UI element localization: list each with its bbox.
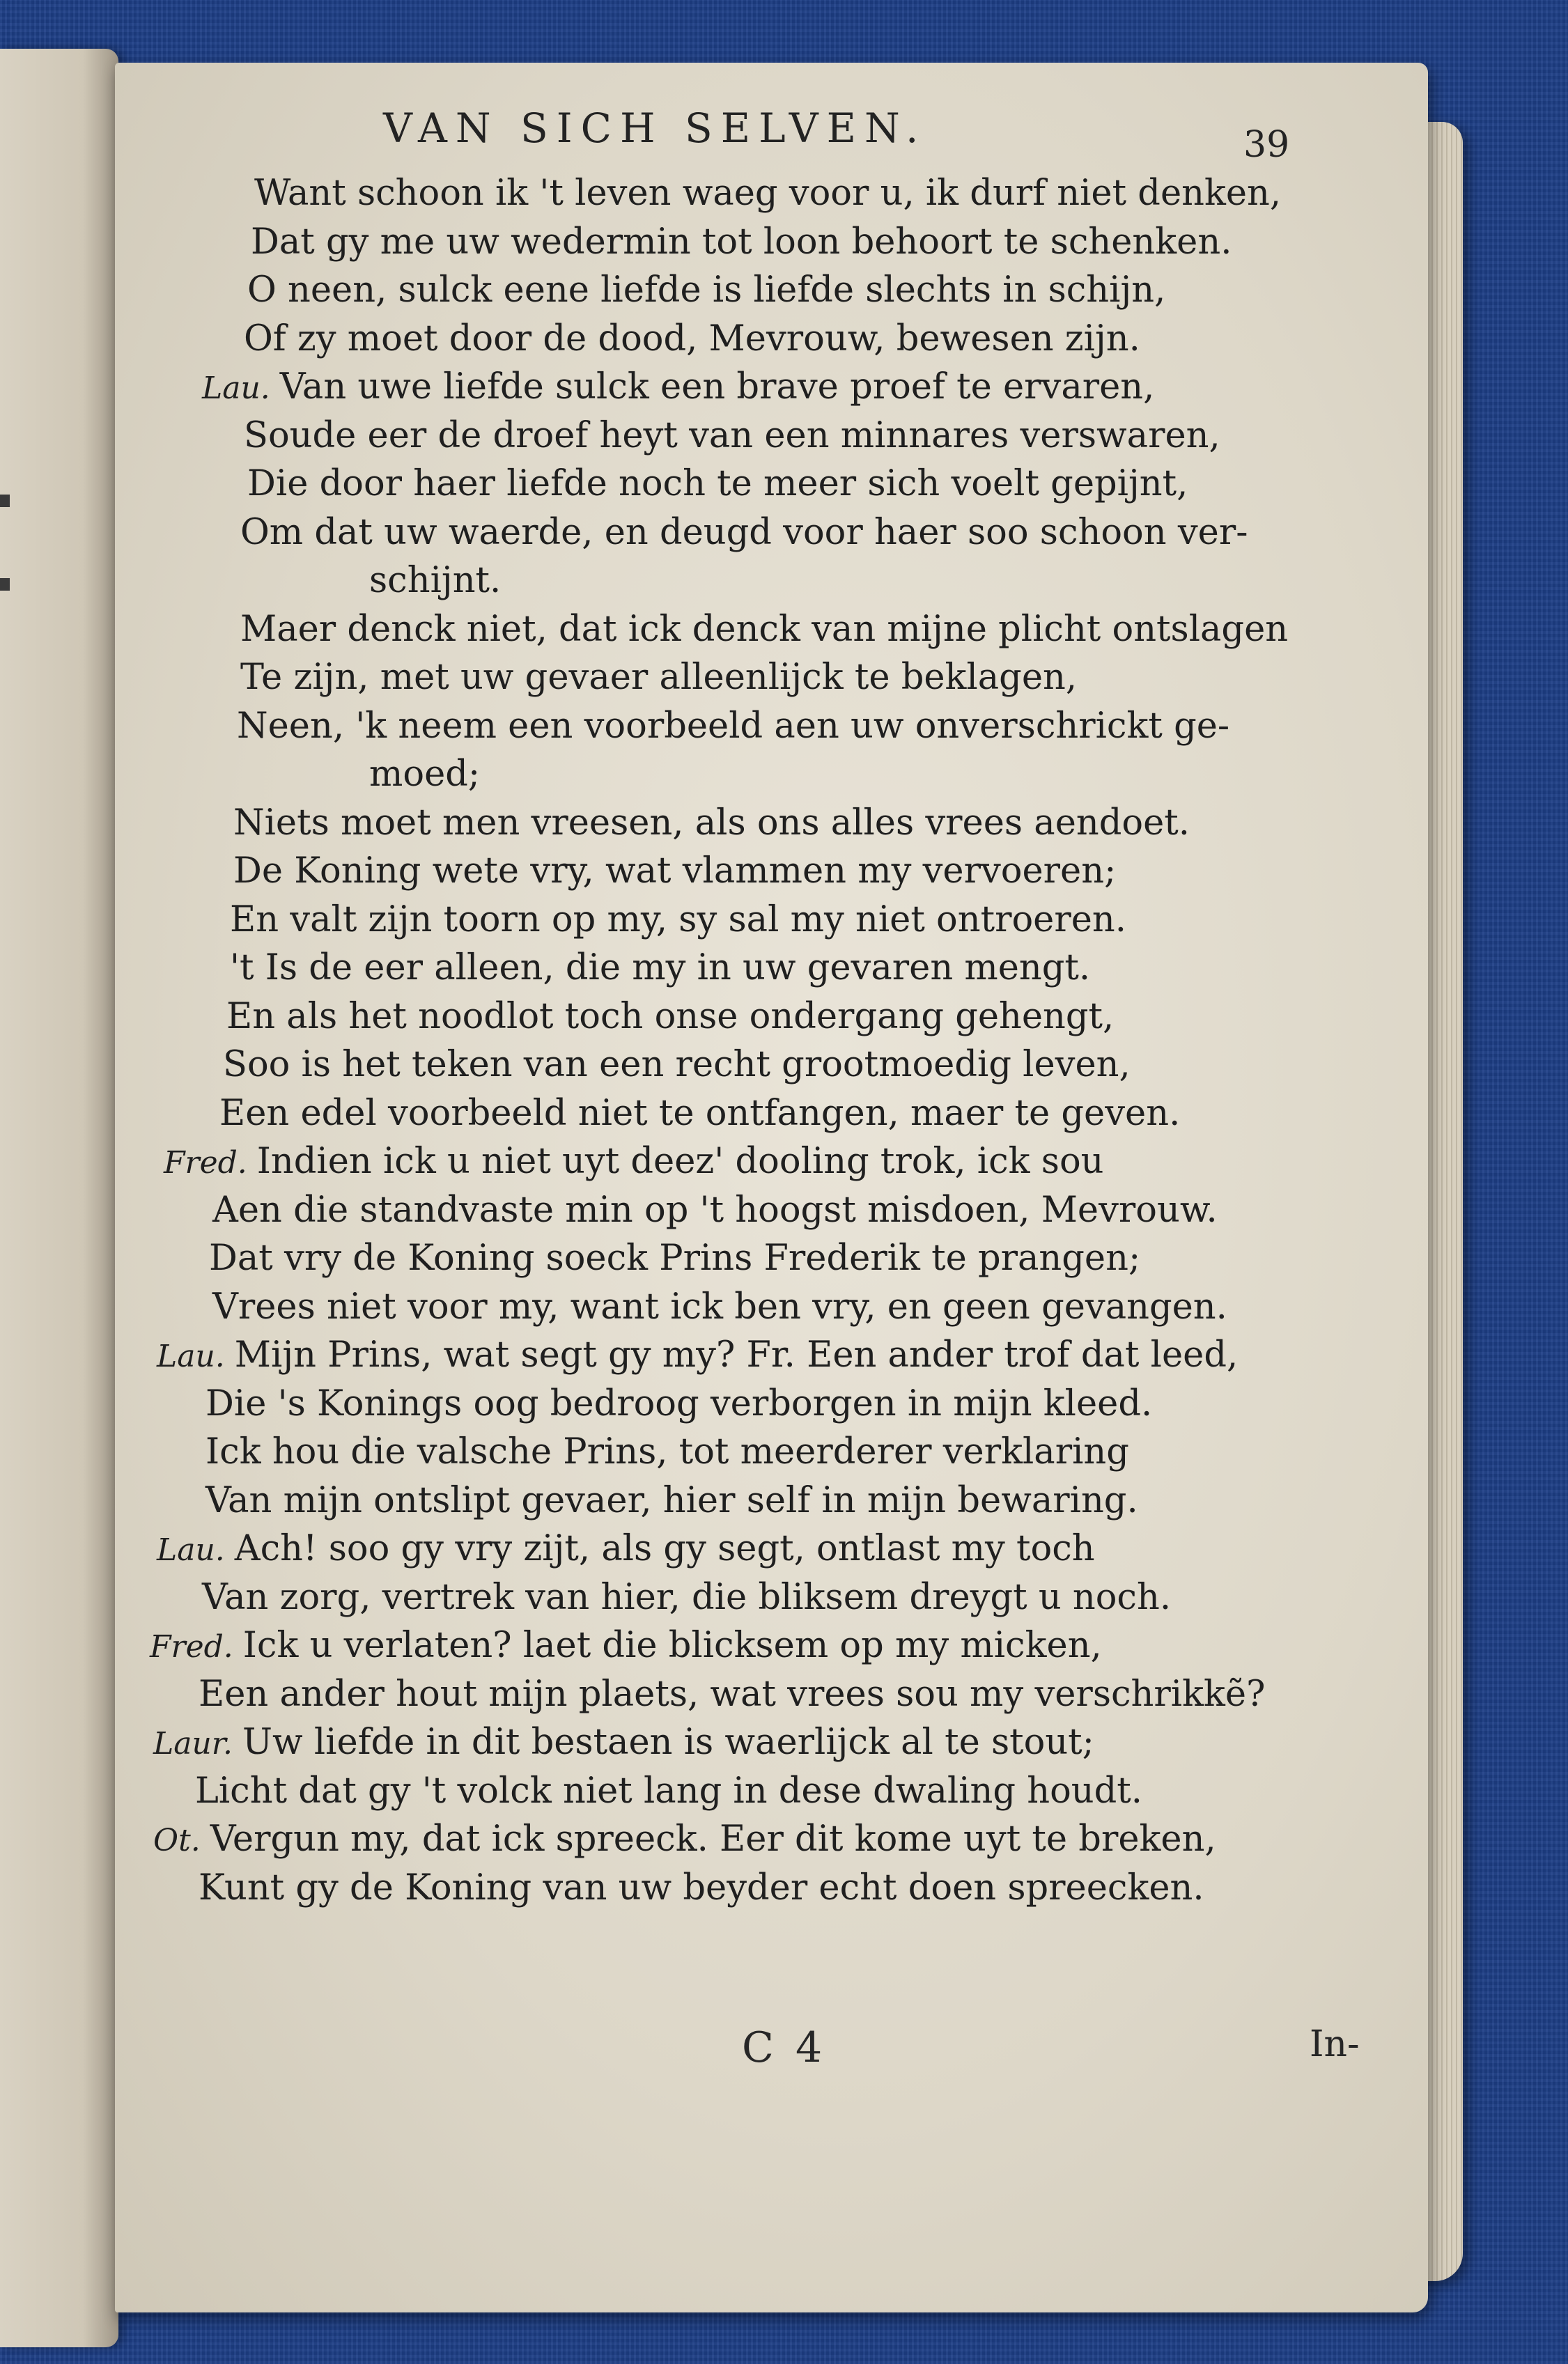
verse-line xyxy=(369,754,481,795)
speaker-label: Ot. xyxy=(153,1823,201,1858)
verse-line xyxy=(233,850,1117,892)
verse-line-text: Mijn Prins, wat segt gy my? Fr. Een ander trof dat leed, xyxy=(234,1335,1239,1376)
verse-line-text: Maer denck niet, dat ick denck van mijne plicht ontslagen xyxy=(240,608,1289,650)
running-head: VAN SICH SELVEN. xyxy=(383,104,927,152)
verse-line xyxy=(212,1189,1218,1231)
verse-line-text: En valt zijn toorn op my, sy sal my niet ontroeren. xyxy=(230,899,1126,940)
verse-line-text: Om dat uw waerde, en deugd voor haer soo schoon ver- xyxy=(240,511,1248,553)
verse-line-text: Indien ick u niet uyt deez' dooling trok, ick sou xyxy=(256,1141,1104,1182)
verse-line xyxy=(153,1819,1216,1860)
verse-line xyxy=(219,1092,1181,1134)
verse-line xyxy=(254,173,1282,214)
verse-line xyxy=(157,1528,1095,1569)
verse-line xyxy=(230,899,1126,940)
verse-line-text: Vrees niet voor my, want ick ben vry, en geen gevangen. xyxy=(212,1286,1227,1328)
verse-line-text: Neen, 'k neem een voorbeeld aen uw onverschrickt ge- xyxy=(237,705,1230,747)
verse-line-text: Die door haer liefde noch te meer sich voelt gepijnt, xyxy=(247,463,1188,504)
verse-line-text: Een edel voorbeeld niet te ontfangen, maer te geven. xyxy=(219,1092,1181,1134)
verse-line-text: 't Is de eer alleen, die my in uw gevaren mengt. xyxy=(230,947,1091,988)
verse-line-text: Licht dat gy 't volck niet lang in dese dwaling houdt. xyxy=(195,1770,1142,1812)
speaker-label: Fred. xyxy=(164,1145,247,1181)
verse-line xyxy=(247,270,1166,311)
verse-line xyxy=(212,1286,1227,1328)
verse-line-text: Soude eer de droef heyt van een minnares verswaren, xyxy=(244,414,1220,456)
verse-line xyxy=(369,560,502,601)
verse-line xyxy=(150,1625,1102,1666)
speaker-label: Lau. xyxy=(202,371,270,406)
verse-line xyxy=(240,511,1248,553)
speaker-label: Lau. xyxy=(157,1532,225,1568)
verse-line xyxy=(230,947,1091,988)
verse-line xyxy=(244,318,1140,359)
verse-line xyxy=(240,657,1078,698)
verse-line xyxy=(205,1383,1153,1424)
verse-line xyxy=(247,463,1188,504)
verse-line-text: moed; xyxy=(369,754,481,795)
verse-line-text: Aen die standvaste min op 't hoogst misdoen, Mevrouw. xyxy=(212,1189,1218,1231)
verse-line xyxy=(164,1141,1104,1182)
verse-line xyxy=(205,1431,1129,1472)
verse-line-text: Vergun my, dat ick spreeck. Eer dit kome uyt te breken, xyxy=(210,1819,1216,1860)
verse-line-text: Dat gy me uw wedermin tot loon behoort te schenken. xyxy=(251,221,1232,263)
verse-line-text: Uw liefde in dit bestaen is waerlijck al te stout; xyxy=(242,1722,1094,1763)
ink-mark xyxy=(0,578,10,591)
verse-line-text: Van uwe liefde sulck een brave proef te ervaren, xyxy=(279,366,1155,407)
verse-line-text: Ick hou die valsche Prins, tot meerderer verklaring xyxy=(205,1431,1129,1472)
verse-line-text: Ach! soo gy vry zijt, als gy segt, ontlast my toch xyxy=(234,1528,1095,1569)
verse-line-text: O neen, sulck eene liefde is liefde slechts in schijn, xyxy=(247,270,1166,311)
verse-line-text: De Koning wete vry, wat vlammen my vervoeren; xyxy=(233,850,1117,892)
facing-page-edge xyxy=(0,49,118,2347)
signature-mark: C 4 xyxy=(742,2023,827,2072)
verse-line xyxy=(226,995,1115,1037)
catchword: In- xyxy=(1310,2023,1360,2065)
verse-line xyxy=(237,705,1230,747)
verse-line-text: Van zorg, vertrek van hier, die bliksem dreygt u noch. xyxy=(202,1576,1172,1618)
verse-line-text: Die 's Konings oog bedroog verborgen in mijn kleed. xyxy=(205,1383,1153,1424)
verse-line xyxy=(209,1238,1141,1279)
page-number: 39 xyxy=(1243,124,1290,166)
speaker-label: Lau. xyxy=(157,1339,225,1374)
verse-line-text: Te zijn, met uw gevaer alleenlijck te beklagen, xyxy=(240,657,1078,698)
verse-line-text: Een ander hout mijn plaets, wat vrees sou my verschrikkẽ? xyxy=(199,1673,1266,1715)
verse-line xyxy=(223,1044,1131,1085)
verse-line xyxy=(199,1673,1266,1715)
verse-line-text: Want schoon ik 't leven waeg voor u, ik durf niet denken, xyxy=(254,173,1282,214)
verse-line-text: Of zy moet door de dood, Mevrouw, bewesen zijn. xyxy=(244,318,1140,359)
verse-line xyxy=(202,1576,1172,1618)
verse-line xyxy=(244,414,1220,456)
verse-line-text: En als het noodlot toch onse ondergang gehengt, xyxy=(226,995,1115,1037)
verse-line-text: Van mijn ontslipt gevaer, hier self in mijn bewaring. xyxy=(205,1479,1138,1521)
verse-line-text: Ick u verlaten? laet die blicksem op my micken, xyxy=(242,1625,1102,1666)
ink-mark xyxy=(0,495,10,507)
verse-line xyxy=(205,1479,1138,1521)
verse-line xyxy=(199,1867,1204,1908)
verse-line xyxy=(233,802,1190,843)
verse-line xyxy=(157,1335,1239,1376)
speaker-label: Laur. xyxy=(153,1726,233,1762)
verse-line xyxy=(251,221,1232,263)
verse-line xyxy=(202,366,1155,407)
verse-line-text: Kunt gy de Koning van uw beyder echt doen spreecken. xyxy=(199,1867,1204,1908)
verse-line-text: Soo is het teken van een recht grootmoedig leven, xyxy=(223,1044,1131,1085)
speaker-label: Fred. xyxy=(150,1629,233,1665)
verse-line xyxy=(153,1722,1094,1763)
verse-line-text: schijnt. xyxy=(369,560,502,601)
verse-line-text: Niets moet men vreesen, als ons alles vrees aendoet. xyxy=(233,802,1190,843)
verse-line-text: Dat vry de Koning soeck Prins Frederik te prangen; xyxy=(209,1238,1141,1279)
verse-line xyxy=(240,608,1289,650)
verse-line xyxy=(195,1770,1142,1812)
